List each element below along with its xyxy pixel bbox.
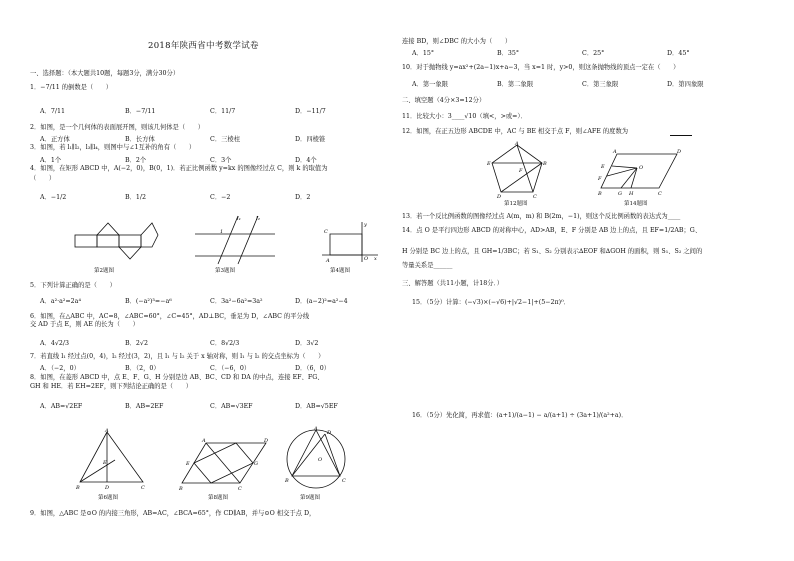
q3-opt-b: B．2个 bbox=[125, 157, 147, 164]
q3-stem: 3．如图，若 l₁∥l₂，l₃∥l₄，则图中与∠1互补的角有（ ） bbox=[30, 144, 196, 151]
q1-opt-d: D．−11/7 bbox=[295, 108, 326, 115]
q4-stem: 4．如图，在矩形 ABCD 中，A(−2，0)，B(0，1)．若正比例函数 y=kx 的图像经过点 C，则 k 的取值为 bbox=[30, 165, 328, 172]
label-o14: O bbox=[639, 165, 644, 171]
label-x: x bbox=[374, 256, 377, 262]
figure-triangle-abc bbox=[75, 428, 150, 490]
label-b14: B bbox=[598, 191, 602, 197]
label-g8: G bbox=[254, 461, 258, 467]
figure-parallelogram bbox=[597, 148, 687, 198]
caption-fig12: 第12题图 bbox=[504, 201, 528, 207]
q4-stem-cont: （ ） bbox=[30, 175, 56, 182]
caption-fig4: 第4题图 bbox=[330, 268, 350, 274]
q9-stem-cont: 连接 BD，则∠DBC 的大小为（ ） bbox=[402, 38, 512, 45]
q9-opt-b: B．35° bbox=[497, 50, 520, 57]
caption-fig8: 第8题图 bbox=[208, 495, 228, 501]
label-e12: E bbox=[487, 161, 491, 167]
caption-fig9: 第9题图 bbox=[300, 495, 320, 501]
figure-circle bbox=[280, 426, 352, 492]
label-d9: D bbox=[327, 430, 332, 436]
section-answer: 三、解答题（共11小题，计18分．） bbox=[402, 280, 504, 287]
label-e8: E bbox=[186, 461, 190, 467]
q10-opt-c: C．第三象限 bbox=[582, 81, 619, 88]
q2-opt-c: C．三棱柱 bbox=[210, 136, 241, 143]
q7-opt-b: B．（2，0） bbox=[125, 365, 160, 372]
label-e6: E bbox=[103, 460, 107, 466]
label-y: y bbox=[364, 222, 367, 228]
q8-opt-c: C．AB=√3EF bbox=[210, 403, 253, 410]
label-g14: G bbox=[618, 191, 622, 197]
q9-opt-d: D．45° bbox=[667, 50, 690, 57]
label-a6: A bbox=[105, 428, 109, 434]
label-b6: B bbox=[76, 485, 80, 490]
q8-stem: 8．如图，在菱形 ABCD 中，点 E、F、G、H 分别是边 AB、BC、CD 和 DA 的中点，连接 EF、FG、 bbox=[30, 374, 324, 381]
label-d12: D bbox=[497, 194, 502, 198]
q9-stem: 9．如图，△ABC 是⊙O 的内接三角形，AB=AC，∠BCA=65°，作 CD∥AB，并与⊙O 相交于点 D， bbox=[30, 510, 316, 517]
figure-net bbox=[70, 215, 165, 265]
q1-opt-c: C．11/7 bbox=[210, 108, 236, 115]
q5-opt-d: D．(a−2)²=a²−4 bbox=[295, 298, 348, 305]
q14-stem-line3: 等量关系是______ bbox=[402, 262, 453, 269]
q7-stem: 7．若直线 l₁ 经过点(0，4)，l₂ 经过(3，2)，且 l₁ 与 l₂ 关于 x 轴对称，则 l₁ 与 l₂ 的交点坐标为（ ） bbox=[30, 353, 325, 360]
q5-opt-b: B．(−a²)³=−a⁶ bbox=[125, 298, 172, 305]
label-l2: l₂ bbox=[256, 216, 260, 222]
label-c: C bbox=[324, 229, 328, 235]
q8-opt-a: A．AB=√2EF bbox=[40, 403, 83, 410]
q8-opt-b: B．AB=2EF bbox=[125, 403, 164, 410]
caption-fig3: 第3题图 bbox=[215, 268, 235, 274]
section-choice: 一、选择题：（本大题共10题，每题3分，满分30分） bbox=[30, 70, 180, 77]
q2-opt-a: A．正方体 bbox=[40, 136, 70, 143]
q8-stem-cont: GH 和 HE．若 EH=2EF，则下列结论正确的是（ ） bbox=[30, 383, 192, 390]
label-c12: C bbox=[533, 194, 537, 198]
q10-stem: 10．对于抛物线 y=ax²+(2a−1)x+a−3，当 x=1 时，y>0，则这条抛物线的顶点一定在（ ） bbox=[402, 64, 680, 71]
label-h14: H bbox=[629, 191, 634, 197]
q7-opt-a: A．（−2，0） bbox=[40, 365, 80, 372]
label-d8: D bbox=[264, 438, 269, 444]
q5-stem: 5．下列计算正确的是（ ） bbox=[30, 282, 116, 289]
q6-stem: 6．如图，在△ABC 中，AC=8，∠ABC=60°，∠C=45°，AD⊥BC，垂足为 D，∠ABC 的平分线 bbox=[30, 313, 310, 320]
label-l1: l₁ bbox=[237, 216, 241, 222]
q2-opt-d: D．四棱锥 bbox=[295, 136, 326, 143]
label-b12: B bbox=[543, 161, 547, 167]
q6-opt-b: B．2√2 bbox=[125, 340, 148, 347]
label-f14: F bbox=[598, 176, 602, 182]
q6-stem-cont: 交 AD 于点 E，则 AE 的长为（ ） bbox=[30, 321, 139, 328]
q10-opt-b: B．第二象限 bbox=[497, 81, 534, 88]
q4-opt-c: C．−2 bbox=[210, 194, 231, 201]
q11-stem: 11．比较大小：3____√10（填<，>或=）． bbox=[402, 113, 527, 120]
label-angle1: 1 bbox=[220, 229, 224, 235]
label-f12: F bbox=[519, 168, 523, 174]
q4-opt-b: B．1/2 bbox=[125, 194, 147, 201]
label-e14: E bbox=[601, 164, 605, 170]
q14-stem-line1: 14．点 O 是平行四边形 ABCD 的对称中心，AD>AB，E、F 分别是 AB 边上的点，且 EF=1/2AB；G、 bbox=[402, 227, 702, 234]
q7-opt-c: C．（−6，0） bbox=[210, 365, 251, 372]
q3-opt-c: C．3个 bbox=[210, 157, 232, 164]
label-c9: C bbox=[342, 478, 346, 484]
label-d14: D bbox=[677, 149, 682, 155]
label-a12: A bbox=[515, 141, 519, 147]
q4-opt-a: A．−1/2 bbox=[40, 194, 67, 201]
figure-parallel-lines bbox=[190, 212, 280, 267]
label-a: A bbox=[326, 258, 330, 264]
q15-stem: 15．（5分）计算：(−√3)×(−√6)+|√2−1|+(5−2π)⁰． bbox=[412, 299, 570, 306]
figure-rectangle-axes bbox=[320, 220, 380, 265]
q12-stem: 12．如图，在正五边形 ABCDE 中，AC 与 BE 相交于点 F，则∠AFE 的度数为 bbox=[402, 128, 629, 135]
q4-opt-d: D．2 bbox=[295, 194, 311, 201]
q14-stem-line2: H 分别是 BC 边上的点，且 GH=1/3BC；若 S₁、S₂ 分别表示∆EOF 和∆GOH 的面积，则 S₁、S₂ 之间的 bbox=[402, 248, 703, 255]
q5-opt-c: C．3a²−6a²=3a² bbox=[210, 298, 263, 305]
q7-opt-d: D．（6，0） bbox=[295, 365, 331, 372]
exam-title: 2018年陕西省中考数学试卷 bbox=[148, 41, 259, 51]
q10-opt-a: A．第一象限 bbox=[412, 81, 449, 88]
caption-fig6: 第6题图 bbox=[98, 495, 118, 501]
q3-opt-a: A．1个 bbox=[40, 157, 62, 164]
label-a8: A bbox=[202, 438, 206, 444]
figure-pentagon bbox=[487, 140, 547, 198]
label-d6: D bbox=[105, 485, 110, 490]
section-fill: 二、填空题（4分×3=12分） bbox=[402, 97, 486, 104]
label-b9: B bbox=[285, 478, 289, 484]
label-a9: A bbox=[314, 426, 318, 432]
label-c6: C bbox=[141, 485, 145, 490]
caption-fig2: 第2题图 bbox=[94, 268, 114, 274]
q6-opt-a: A．4√2/3 bbox=[40, 340, 69, 347]
q2-opt-b: B．长方体 bbox=[125, 136, 155, 143]
q1-opt-a: A．7/11 bbox=[40, 108, 65, 115]
q5-opt-a: A．a²·a²=2a⁴ bbox=[40, 298, 81, 305]
q1-opt-b: B．−7/11 bbox=[125, 108, 156, 115]
label-o9: O bbox=[318, 457, 323, 463]
q16-stem: 16．（5分）先化简，再求值：(a+1)/(a−1) − a/(a+1) ÷ (3a+1)/(a²+a)． bbox=[412, 412, 628, 419]
figure-rhombus bbox=[178, 437, 273, 491]
q6-opt-c: C．8√2/3 bbox=[210, 340, 240, 347]
caption-fig14: 第14题图 bbox=[624, 201, 648, 207]
q3-opt-d: D．4个 bbox=[295, 157, 317, 164]
label-c8: C bbox=[238, 486, 242, 491]
q1-stem: 1．−7/11 的倒数是（ ） bbox=[30, 84, 113, 91]
q10-opt-d: D．第四象限 bbox=[667, 81, 704, 88]
q8-opt-d: D．AB=√5EF bbox=[295, 403, 338, 410]
label-a14: A bbox=[613, 149, 617, 155]
q6-opt-d: D．3√2 bbox=[295, 340, 319, 347]
q2-stem: 2．如图，是一个几何体的表面展开图，则该几何体是（ ） bbox=[30, 124, 205, 131]
label-c14: C bbox=[658, 191, 662, 197]
q9-opt-a: A．15° bbox=[412, 50, 435, 57]
q13-stem: 13．若一个反比例函数的图像经过点 A(m，m) 和 B(2m，−1)，则这个反比例函数的表达式为____ bbox=[402, 213, 681, 220]
q12-blank bbox=[670, 135, 692, 136]
label-o: O bbox=[364, 256, 369, 262]
label-b8: B bbox=[179, 486, 183, 491]
q9-opt-c: C．25° bbox=[582, 50, 605, 57]
